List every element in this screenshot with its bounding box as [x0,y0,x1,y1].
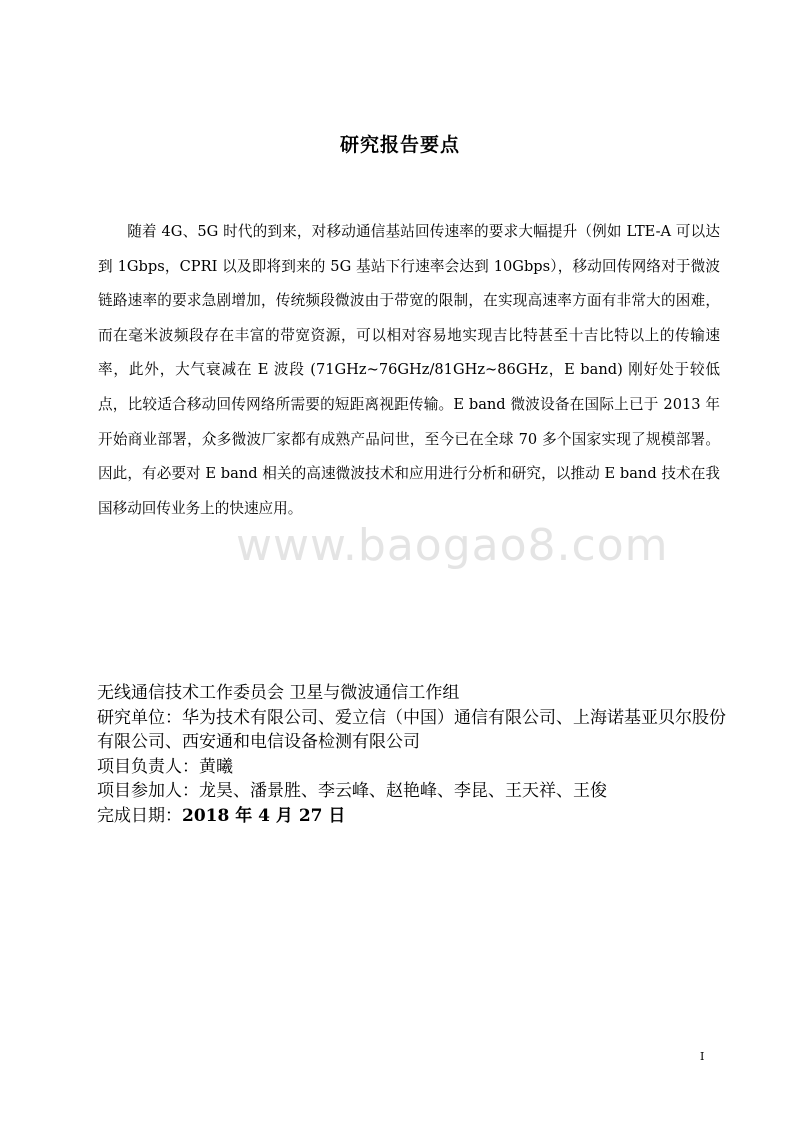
project-participants-label: 项目参加人： [97,781,199,801]
project-participants-line [97,779,727,804]
page-title: 研究报告要点 [339,134,460,156]
watermark: www.baogao8.com [236,520,669,571]
project-leader-value: 黄曦 [199,756,233,777]
research-units-value: 华为技术有限公司、爱立信（中国）通信有限公司、上海诺基亚贝尔股份有限公司、西安通和电信设备检测有限公司 [97,707,726,752]
research-units-label: 研究单位： [97,707,182,728]
completion-date-line [97,804,727,829]
project-participants-value: 龙昊、潘景胜、李云峰、赵艳峰、李昆、王天祥、王俊 [199,781,607,801]
project-leader-label: 项目负责人： [97,756,199,777]
completion-date-value: 2018 年 4 月 27 日 [182,805,346,826]
abstract-paragraph: 随着 4G、5G 时代的到来，对移动通信基站回传速率的要求大幅提升（例如 LTE-A 可以达到 1Gbps，CPRI 以及即将到来的 5G 基站下行速率会达到 10Gbps），移动回传网络对于微波链路速率的要求急剧增加，传统频段微波由于带宽的限制，在实现高速率方面有非常大的困难，而在毫米波频段存在丰富的带宽资源，可以相对容易地实现吉比特甚至十吉比特以上的传输速率，此外，大气衰减在 E 波段 (71GHz~76GHz/81GHz~86GHz，E band) 刚好处于较低点，比较适合移动回传网络所需要的短距离视距传输。E band 微波设备在国际上已于 2013 年开始商业部署，众多微波厂家都有成熟产品问世，至今已在全球 70 多个国家实现了规模部署。因此，有必要对 E band 相关的高速微波技术和应用进行分析和研究，以推动 E band 技术在我国移动回传业务上的快速应用。 [98,223,720,517]
page-number: I [700,1050,705,1063]
project-leader-line [97,755,727,780]
project-info [97,681,727,828]
committee-line: 无线通信技术工作委员会 卫星与微波通信工作组 [97,683,460,703]
completion-date-label: 完成日期： [97,805,182,826]
research-units-line [97,706,727,755]
